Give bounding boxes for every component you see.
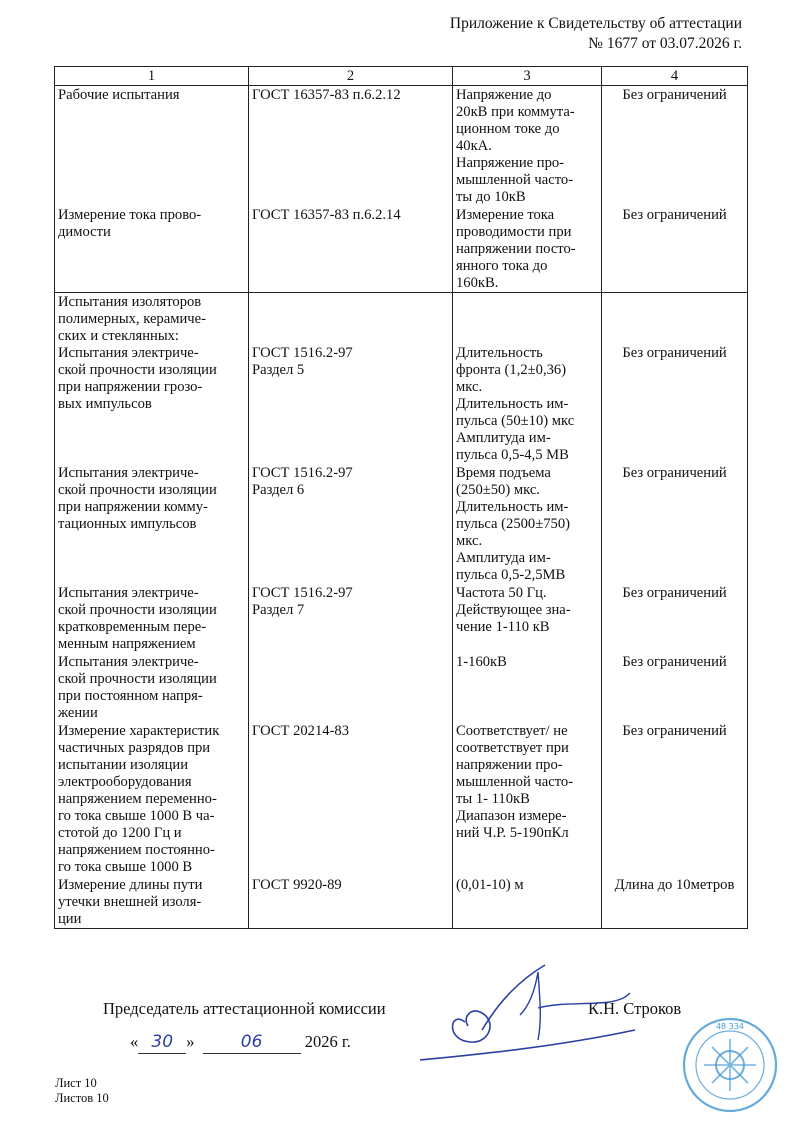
cell-line: ГОСТ 20214-83 [252,723,350,739]
table-header-row [55,67,748,86]
cell-line: Без ограничений [622,585,727,601]
table-body [55,86,748,929]
cell-line: жении [58,705,98,721]
cell-line: пульса (2500±750) [456,516,570,532]
table-cell-col-2 [249,206,453,293]
cell-line: го тока свыше 1000 В [58,859,193,875]
table-cell-col-4 [602,293,748,465]
cell-line: Без ограничений [622,654,727,670]
cell-line: Испытания электриче- [58,654,199,670]
cell-line: Время подъема [456,465,551,481]
cell-line: Раздел 6 [252,482,305,498]
cell-line: ционном токе до [456,121,560,137]
table-row [55,722,748,876]
cell-line: 40кА. [456,138,492,154]
table-cell-col-4 [602,722,748,876]
cell-line: Без ограничений [622,465,727,481]
cell-line: ских и стеклянных: [58,328,179,344]
cell-line: Раздел 7 [252,602,305,618]
cell-line [252,328,256,344]
cell-line [456,328,460,344]
table-cell-col-1 [55,86,249,207]
table-cell-col-2 [249,653,453,722]
table-cell-col-3 [453,653,602,722]
cell-line [252,294,256,310]
cell-line: Испытания электриче- [58,465,199,481]
header-line-1: Приложение к Свидетельству об аттестации [449,15,742,32]
cell-line: ской прочности изоляции [58,482,217,498]
table-cell-col-2 [249,584,453,653]
cell-line: янного тока до [456,258,548,274]
cell-line: 20кВ при коммута- [456,104,575,120]
cell-line [252,311,256,327]
cell-line: ты до 10кВ [456,189,526,205]
date-quote-open: « [130,1032,139,1051]
cell-line: Длительность им- [456,396,569,412]
cell-line [252,654,256,670]
cell-line: го тока свыше 1000 В ча- [58,808,215,824]
cell-line: ты 1- 110кВ [456,791,530,807]
cell-line: мкс. [456,533,483,549]
table-cell-col-1 [55,584,249,653]
cell-line: Амплитуда им- [456,550,551,566]
cell-line: ской прочности изоляции [58,671,217,687]
date-year: 2026 г. [304,1032,351,1051]
table-cell-col-3 [453,584,602,653]
cell-line: 160кВ. [456,275,499,291]
cell-line: при постоянном напря- [58,688,203,704]
cell-line: тационных импульсов [58,516,197,532]
cell-line: напряжением переменно- [58,791,217,807]
handwritten-signature [410,960,650,1070]
cell-line: Без ограничений [622,345,727,361]
table-row [55,653,748,722]
table-cell-col-1 [55,876,249,929]
cell-line [673,311,677,327]
date-day: 30 [138,1031,186,1054]
cell-line: ГОСТ 1516.2-97 [252,465,353,481]
table-row [55,464,748,584]
col-header-3: 3 [453,67,602,86]
signature-date [130,1031,351,1054]
cell-line: утечки внешней изоля- [58,894,202,910]
cell-line: при напряжении комму- [58,499,208,515]
cell-line: Длина до 10метров [614,877,735,893]
cell-line: ний Ч.Р. 5-190пКл [456,825,569,841]
table-cell-col-2 [249,293,453,465]
cell-line: 1-160кВ [456,654,507,670]
cell-line [456,294,460,310]
cell-line: Без ограничений [622,207,727,223]
signatory-name: К.Н. Строков [588,999,682,1018]
cell-line [673,294,677,310]
table-cell-col-4 [602,464,748,584]
table-cell-col-4 [602,876,748,929]
cell-line: ГОСТ 1516.2-97 [252,345,353,361]
cell-line: Соответствует/ не [456,723,568,739]
cell-line: пульса (50±10) мкс [456,413,575,429]
table-cell-col-1 [55,293,249,465]
table-cell-col-1 [55,206,249,293]
attachment-header [450,14,742,54]
cell-line: Испытания электриче- [58,345,199,361]
table-cell-col-2 [249,722,453,876]
table-cell-col-4 [602,584,748,653]
cell-line: проводимости при [456,224,572,240]
cell-line: пульса 0,5-2,5МВ [456,567,566,583]
table-cell-col-3 [453,464,602,584]
cell-line: Раздел 5 [252,362,305,378]
cell-line: полимерных, керамиче- [58,311,206,327]
stamp-text: 48 ЗЗ4 [715,1022,745,1031]
col-header-2: 2 [249,67,453,86]
cell-line: димости [58,224,111,240]
cell-line: чение 1-110 кВ [456,619,550,635]
cell-line [456,311,460,327]
table-cell-col-1 [55,722,249,876]
table-cell-col-4 [602,206,748,293]
table-row [55,876,748,929]
cell-line: Частота 50 Гц. [456,585,547,601]
cell-line: частичных разрядов при [58,740,211,756]
date-month: 06 [203,1031,301,1054]
cell-line: Длительность им- [456,499,569,515]
date-quote-close: » [186,1032,195,1051]
cell-line: Длительность [456,345,543,361]
table-cell-col-2 [249,464,453,584]
cell-line: Без ограничений [622,87,727,103]
cell-line: ГОСТ 1516.2-97 [252,585,353,601]
sheet-count: Листов 10 [55,1091,109,1105]
cell-line: (0,01-10) м [456,877,524,893]
cell-line: ской прочности изоляции [58,362,217,378]
cell-line: при напряжении грозо- [58,379,203,395]
col-header-4: 4 [602,67,748,86]
cell-line: вых импульсов [58,396,152,412]
cell-line: пульса 0,5-4,5 МВ [456,447,569,463]
cell-line: Измерение тока прово- [58,207,202,223]
table-cell-col-3 [453,722,602,876]
table-cell-col-1 [55,464,249,584]
cell-line: Измерение длины пути [58,877,203,893]
table-cell-col-3 [453,293,602,465]
table-cell-col-2 [249,876,453,929]
table-cell-col-1 [55,653,249,722]
table-cell-col-3 [453,206,602,293]
cell-line: ГОСТ 16357-83 п.6.2.12 [252,87,401,103]
cell-line: Без ограничений [622,723,727,739]
page-footer [55,1076,109,1106]
table-cell-col-4 [602,653,748,722]
cell-line [673,328,677,344]
cell-line: фронта (1,2±0,36) [456,362,567,378]
col-header-1: 1 [55,67,249,86]
cell-line: мкс. [456,379,483,395]
cell-line: (250±50) мкс. [456,482,540,498]
cell-line: ции [58,911,82,927]
table-row [55,206,748,293]
cell-line: менным напряжением [58,636,196,652]
round-stamp [680,1015,780,1115]
cell-line: Измерение тока [456,207,555,223]
cell-line: Измерение характеристик [58,723,220,739]
cell-line: Амплитуда им- [456,430,551,446]
table-row [55,86,748,207]
cell-line: кратковременным пере- [58,619,207,635]
table-cell-col-4 [602,86,748,207]
table-cell-col-2 [249,86,453,207]
cell-line: соответствует при [456,740,569,756]
cell-line: Напряжение про- [456,155,565,171]
certificate-table [54,66,748,929]
cell-line: Рабочие испытания [58,87,180,103]
header-line-2: № 1677 от 03.07.2026 г. [588,35,742,52]
cell-line: Испытания изоляторов [58,294,202,310]
cell-line: ской прочности изоляции [58,602,217,618]
table-cell-col-3 [453,876,602,929]
cell-line: напряжении про- [456,757,563,773]
cell-line: Напряжение до [456,87,552,103]
table-row [55,584,748,653]
signature-label: Председатель аттестационной комиссии [103,999,386,1018]
cell-line: мышленной часто- [456,774,574,790]
cell-line: ГОСТ 9920-89 [252,877,342,893]
cell-line: испытании изоляции [58,757,189,773]
table-row [55,293,748,465]
cell-line: стотой до 1200 Гц и [58,825,182,841]
cell-line: электрооборудования [58,774,192,790]
cell-line: напряжении посто- [456,241,576,257]
cell-line: напряжением постоянно- [58,842,215,858]
cell-line: Испытания электриче- [58,585,199,601]
cell-line: Действующее зна- [456,602,571,618]
sheet-number: Лист 10 [55,1076,97,1090]
cell-line: мышленной часто- [456,172,574,188]
table-cell-col-3 [453,86,602,207]
cell-line: Диапазон измере- [456,808,567,824]
cell-line: ГОСТ 16357-83 п.6.2.14 [252,207,401,223]
